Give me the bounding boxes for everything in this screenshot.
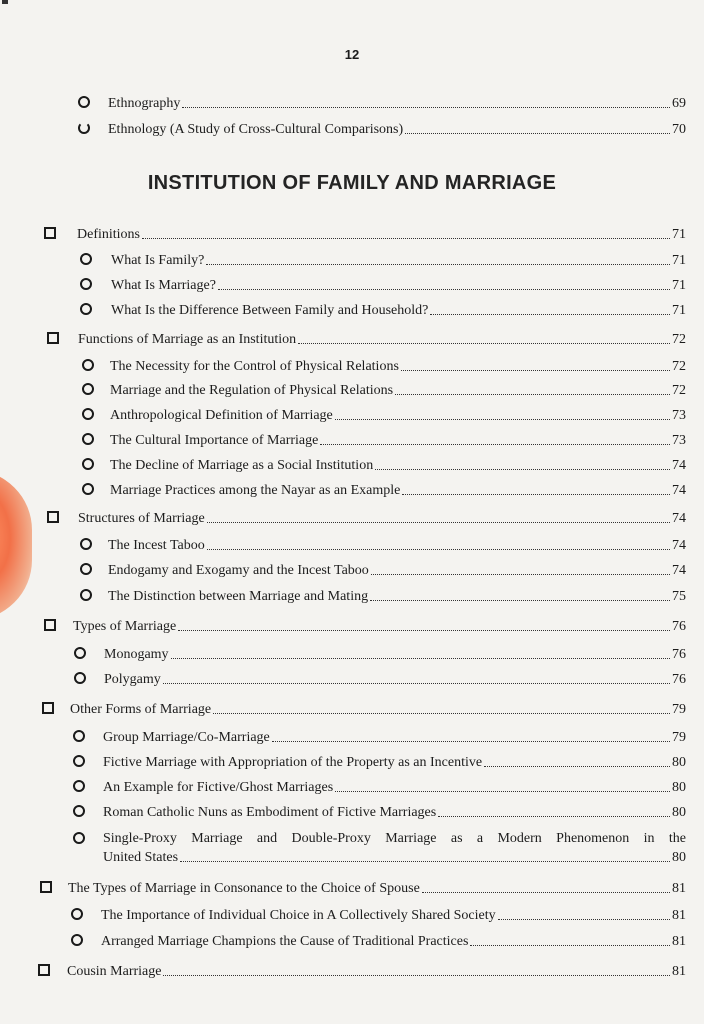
bullet-circle-icon bbox=[82, 408, 94, 420]
dot-leader bbox=[178, 630, 670, 631]
toc-entry bbox=[108, 561, 686, 579]
toc-entry bbox=[67, 962, 686, 980]
toc-entry bbox=[103, 753, 686, 771]
toc-entry-page: 79 bbox=[672, 730, 686, 745]
dot-leader bbox=[206, 264, 670, 265]
bullet-circle-icon bbox=[82, 433, 94, 445]
toc-entry-label: Anthropological Definition of Marriage bbox=[110, 408, 333, 423]
toc-entry-label: Cousin Marriage bbox=[67, 964, 162, 979]
scan-mark bbox=[2, 0, 8, 4]
toc-entry bbox=[103, 803, 686, 821]
toc-entry-label: What Is Marriage? bbox=[111, 278, 216, 293]
toc-entry-label: Ethnography bbox=[108, 96, 181, 111]
checkbox-square-icon bbox=[40, 881, 52, 893]
bullet-circle-icon bbox=[82, 483, 94, 495]
bullet-circle-icon bbox=[80, 303, 92, 315]
toc-entry-page: 81 bbox=[672, 964, 686, 979]
toc-entry-label: Roman Catholic Nuns as Embodiment of Fictive Marriages bbox=[103, 805, 437, 820]
toc-entry bbox=[108, 587, 686, 605]
dot-leader bbox=[335, 419, 670, 420]
toc-entry bbox=[108, 120, 686, 138]
checkbox-square-icon bbox=[44, 227, 56, 239]
checkbox-square-icon bbox=[47, 332, 59, 344]
bullet-circle-icon bbox=[71, 934, 83, 946]
dot-leader bbox=[171, 658, 670, 659]
toc-entry-label: Fictive Marriage with Appropriation of the Property as an Incentive bbox=[103, 755, 483, 770]
checkbox-square-icon bbox=[38, 964, 50, 976]
toc-entry-label: Single-Proxy Marriage and Double-Proxy Marriage as a Modern Phenomenon in the bbox=[103, 831, 686, 846]
toc-entry-label: Types of Marriage bbox=[73, 619, 177, 634]
section-heading: INSTITUTION OF FAMILY AND MARRIAGE bbox=[147, 172, 557, 194]
toc-entry-page: 81 bbox=[672, 908, 686, 923]
toc-entry-label: Ethnology (A Study of Cross-Cultural Comparisons) bbox=[108, 122, 404, 137]
toc-entry bbox=[103, 778, 686, 796]
toc-entry-label: The Incest Taboo bbox=[108, 538, 205, 553]
bullet-circle-icon bbox=[80, 253, 92, 265]
toc-entry bbox=[104, 645, 686, 663]
toc-entry-label: The Cultural Importance of Marriage bbox=[110, 433, 319, 448]
toc-entry-page: 76 bbox=[672, 619, 686, 634]
bullet-circle-icon bbox=[73, 832, 85, 844]
toc-entry-page: 71 bbox=[672, 227, 686, 242]
bullet-circle-icon bbox=[73, 805, 85, 817]
dot-leader bbox=[401, 370, 670, 371]
bullet-circle-icon bbox=[82, 383, 94, 395]
bullet-circle-icon bbox=[74, 647, 86, 659]
bullet-circle-icon bbox=[73, 780, 85, 792]
toc-entry-page: 80 bbox=[672, 805, 686, 820]
toc-entry-label: The Necessity for the Control of Physical Relations bbox=[110, 359, 399, 374]
toc-entry bbox=[77, 225, 686, 243]
toc-entry-page: 80 bbox=[672, 755, 686, 770]
toc-entry-label-continued: United States bbox=[103, 850, 179, 865]
toc-entry-label: Other Forms of Marriage bbox=[70, 702, 212, 717]
bullet-circle-icon bbox=[73, 730, 85, 742]
toc-entry-label: What Is the Difference Between Family and Household? bbox=[111, 303, 429, 318]
toc-entry bbox=[111, 276, 686, 294]
bullet-circle-icon bbox=[71, 908, 83, 920]
toc-entry bbox=[68, 879, 686, 897]
toc-entry-page: 72 bbox=[672, 359, 686, 374]
toc-entry-page: 81 bbox=[672, 934, 686, 949]
toc-entry-label: Structures of Marriage bbox=[78, 511, 205, 526]
toc-entry-page: 72 bbox=[672, 383, 686, 398]
dot-leader bbox=[163, 975, 670, 976]
toc-entry-page: 76 bbox=[672, 647, 686, 662]
bullet-circle-icon bbox=[80, 563, 92, 575]
toc-entry bbox=[78, 509, 686, 527]
toc-entry bbox=[111, 251, 686, 269]
toc-entry-page: 80 bbox=[672, 780, 686, 795]
toc-entry-page: 79 bbox=[672, 702, 686, 717]
toc-entry-page: 74 bbox=[672, 563, 686, 578]
dot-leader bbox=[142, 238, 670, 239]
toc-entry bbox=[108, 536, 686, 554]
dot-leader bbox=[430, 314, 670, 315]
toc-entry bbox=[104, 670, 686, 688]
bullet-circle-icon bbox=[74, 672, 86, 684]
dot-leader bbox=[213, 713, 670, 714]
toc-entry-label: The Importance of Individual Choice in A Collectively Shared Society bbox=[101, 908, 496, 923]
toc-entry bbox=[73, 617, 686, 635]
toc-entry-label: Group Marriage/Co-Marriage bbox=[103, 730, 270, 745]
toc-entry bbox=[111, 301, 686, 319]
toc-entry-label: Marriage and the Regulation of Physical Relations bbox=[110, 383, 394, 398]
toc-entry bbox=[110, 481, 686, 499]
bullet-circle-icon bbox=[78, 96, 90, 108]
dot-leader bbox=[320, 444, 670, 445]
dot-leader bbox=[207, 549, 670, 550]
toc-entry-page: 71 bbox=[672, 278, 686, 293]
dot-leader bbox=[405, 133, 670, 134]
dot-leader bbox=[470, 945, 670, 946]
toc-entry bbox=[110, 406, 686, 424]
dot-leader bbox=[438, 816, 670, 817]
toc-entry-label: Functions of Marriage as an Institution bbox=[78, 332, 297, 347]
toc-entry-page: 76 bbox=[672, 672, 686, 687]
toc-entry-page: 74 bbox=[672, 458, 686, 473]
dot-leader bbox=[182, 107, 670, 108]
toc-entry bbox=[70, 700, 686, 718]
dot-leader bbox=[422, 892, 670, 893]
bullet-circle-icon bbox=[82, 359, 94, 371]
toc-entry bbox=[108, 94, 686, 112]
checkbox-square-icon bbox=[42, 702, 54, 714]
toc-entry-label: Endogamy and Exogamy and the Incest Taboo bbox=[108, 563, 369, 578]
toc-entry-label: The Decline of Marriage as a Social Institution bbox=[110, 458, 374, 473]
toc-entry-label: What Is Family? bbox=[111, 253, 205, 268]
thumb-artifact bbox=[0, 470, 32, 620]
toc-entry-page: 81 bbox=[672, 881, 686, 896]
toc-entry bbox=[103, 728, 686, 746]
toc-entry bbox=[101, 906, 686, 924]
dot-leader bbox=[207, 522, 670, 523]
toc-entry-label: An Example for Fictive/Ghost Marriages bbox=[103, 780, 334, 795]
toc-entry-page: 73 bbox=[672, 433, 686, 448]
dot-leader bbox=[272, 741, 670, 742]
bullet-circle-icon bbox=[73, 755, 85, 767]
dot-leader bbox=[218, 289, 670, 290]
toc-entry bbox=[110, 357, 686, 375]
bullet-circle-icon bbox=[82, 458, 94, 470]
dot-leader bbox=[395, 394, 670, 395]
toc-entry-page: 72 bbox=[672, 332, 686, 347]
toc-entry-page: 71 bbox=[672, 253, 686, 268]
toc-entry bbox=[101, 932, 686, 950]
toc-entry-page: 69 bbox=[672, 96, 686, 111]
bullet-circle-icon bbox=[80, 538, 92, 550]
toc-entry bbox=[110, 456, 686, 474]
toc-entry-page: 75 bbox=[672, 589, 686, 604]
toc-entry-label: Marriage Practices among the Nayar as an Example bbox=[110, 483, 401, 498]
toc-entry-page: 71 bbox=[672, 303, 686, 318]
toc-entry-label: Monogamy bbox=[104, 647, 169, 662]
page-number: 12 bbox=[344, 47, 360, 62]
bullet-circle-icon bbox=[80, 589, 92, 601]
toc-entry-label: Definitions bbox=[77, 227, 140, 242]
dot-leader bbox=[484, 766, 670, 767]
toc-entry-page: 74 bbox=[672, 538, 686, 553]
toc-entry bbox=[103, 829, 686, 867]
toc-entry-page: 70 bbox=[672, 122, 686, 137]
dot-leader bbox=[370, 600, 670, 601]
checkbox-square-icon bbox=[44, 619, 56, 631]
dot-leader bbox=[402, 494, 670, 495]
toc-entry-page: 73 bbox=[672, 408, 686, 423]
toc-entry bbox=[110, 431, 686, 449]
toc-entry bbox=[78, 330, 686, 348]
toc-entry-label: Polygamy bbox=[104, 672, 161, 687]
toc-entry-label: Arranged Marriage Champions the Cause of Traditional Practices bbox=[101, 934, 469, 949]
dot-leader bbox=[335, 791, 670, 792]
dot-leader bbox=[375, 469, 670, 470]
bullet-circle-icon bbox=[78, 122, 90, 134]
dot-leader bbox=[180, 861, 670, 862]
dot-leader bbox=[163, 683, 670, 684]
toc-entry bbox=[110, 381, 686, 399]
bullet-circle-icon bbox=[80, 278, 92, 290]
checkbox-square-icon bbox=[47, 511, 59, 523]
toc-entry-page: 74 bbox=[672, 511, 686, 526]
toc-entry-page: 74 bbox=[672, 483, 686, 498]
dot-leader bbox=[298, 343, 670, 344]
toc-entry-page: 80 bbox=[672, 850, 686, 865]
dot-leader bbox=[498, 919, 670, 920]
toc-entry-label: The Types of Marriage in Consonance to the Choice of Spouse bbox=[68, 881, 420, 896]
toc-entry-label: The Distinction between Marriage and Mating bbox=[108, 589, 369, 604]
dot-leader bbox=[371, 574, 670, 575]
